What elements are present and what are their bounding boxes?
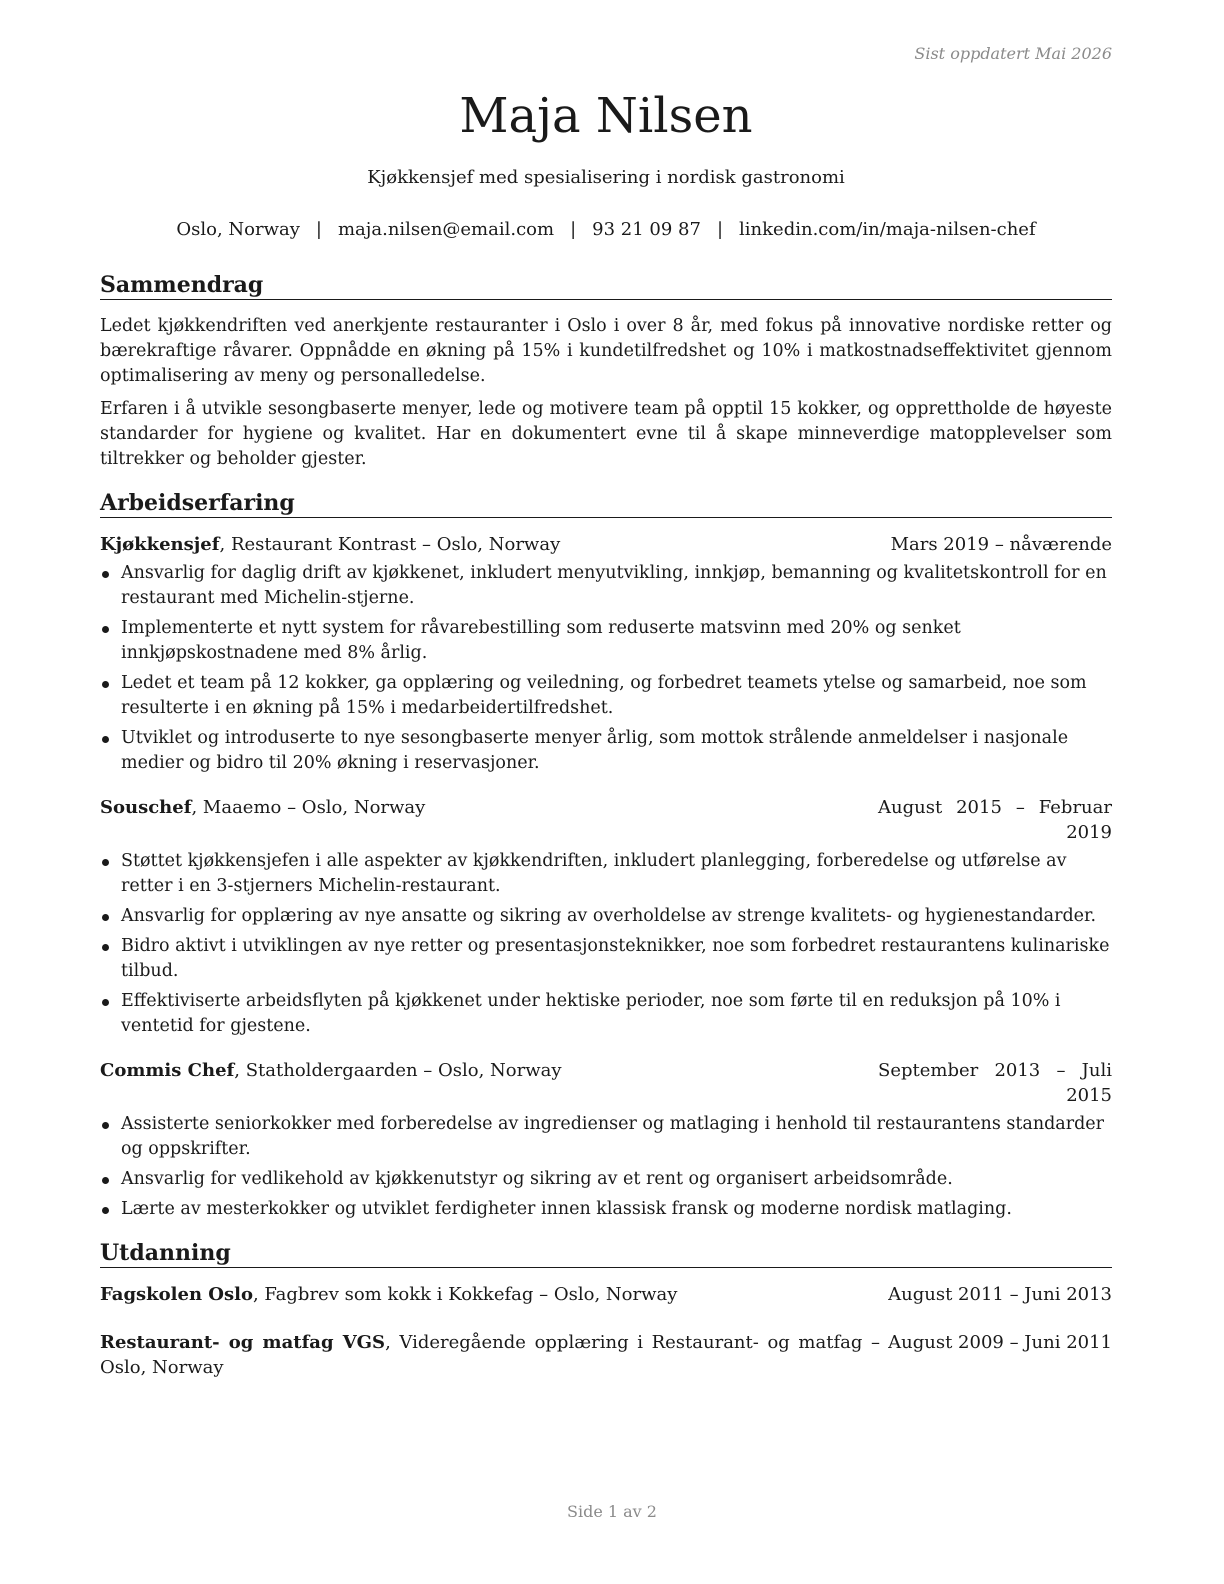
school-name: Restaurant- og matfag VGS (100, 1332, 386, 1353)
education-dates: August 2011 – Juni 2013 (888, 1284, 1112, 1305)
page-number: Side 1 av 2 (567, 1502, 657, 1521)
education-entry (100, 1330, 1112, 1380)
job-dates: September 2013 – Juli 2015 (878, 1060, 1112, 1106)
contact-linkedin[interactable]: linkedin.com/in/maja-nilsen-chef (739, 219, 1036, 240)
job-title: Commis Chef (100, 1060, 235, 1081)
job-bullets (100, 849, 1112, 1039)
summary-section (100, 271, 1112, 472)
summary-paragraph: Erfaren i å utvikle sesongbaserte menyer, lede og motivere team på opptil 15 kokker, og opprettholde de høyeste standarder for hygiene og kvalitet. Har en dokumentert evne til å skape minneverdige matopplevelser som tiltrekker og beholder gjester. (100, 399, 1112, 469)
job-employer: , Statholdergaarden – Oslo, Norway (234, 1060, 562, 1081)
tagline: Kjøkkensjef med spesialisering i nordisk gastronomi (367, 167, 845, 188)
section-heading-education: Utdanning (100, 1239, 1112, 1268)
section-heading-experience: Arbeidserfaring (100, 489, 1112, 518)
education-dates: August 2009 – Juni 2011 (888, 1332, 1112, 1353)
job-header (100, 795, 1112, 845)
job-bullets (100, 561, 1112, 776)
job-dates: Mars 2019 – nåværende (890, 534, 1112, 555)
job-bullets (100, 1112, 1112, 1222)
list-item: Ansvarlig for vedlikehold av kjøkkenutstyr og sikring av et rent og organisert arbeidsområde. (100, 1167, 1112, 1192)
contact-phone: 93 21 09 87 (592, 219, 701, 240)
job-header (100, 1058, 1112, 1108)
job-dates: August 2015 – Februar 2019 (878, 797, 1112, 843)
list-item: Støttet kjøkkensjefen i alle aspekter av kjøkkendriften, inkludert planlegging, forberedelse og utførelse av retter i en 3-stjerners Michelin-restaurant. (100, 849, 1112, 899)
contact-line (100, 219, 1112, 240)
job-entry (100, 795, 1112, 1039)
list-item: Utviklet og introduserte to nye sesongbaserte menyer årlig, som mottok strålende anmeldelser i nasjonale medier og bidro til 20% økning i reservasjoner. (100, 726, 1112, 776)
contact-location: Oslo, Norway (176, 219, 300, 240)
job-entry (100, 1058, 1112, 1222)
education-detail: , Videregående opplæring i Restaurant- og matfag – Oslo, Norway (100, 1332, 880, 1378)
school-name: Fagskolen Oslo (100, 1284, 253, 1305)
list-item: Lærte av mesterkokker og utviklet ferdigheter innen klassisk fransk og moderne nordisk matlaging. (100, 1197, 1112, 1222)
contact-separator: | (716, 219, 724, 240)
section-heading-summary: Sammendrag (100, 271, 1112, 300)
contact-separator: | (315, 219, 322, 240)
education-entry (100, 1282, 1112, 1307)
job-entry (100, 532, 1112, 776)
contact-separator: | (570, 219, 577, 240)
job-header (100, 532, 1112, 557)
job-employer: , Restaurant Kontrast – Oslo, Norway (219, 534, 561, 555)
list-item: Implementerte et nytt system for råvarebestilling som reduserte matsvinn med 20% og senket innkjøpskostnadene med 8% årlig. (100, 616, 1112, 666)
candidate-name: Maja Nilsen (459, 88, 753, 144)
education-section (100, 1239, 1112, 1380)
list-item: Effektiviserte arbeidsflyten på kjøkkenet under hektiske perioder, noe som førte til en reduksjon på 10% i ventetid for gjestene. (100, 989, 1112, 1039)
education-detail: , Fagbrev som kokk i Kokkefag – Oslo, Norway (252, 1284, 678, 1305)
list-item: Assisterte seniorkokker med forberedelse av ingredienser og matlaging i henhold til restaurantens standarder og oppskrifter. (100, 1112, 1112, 1162)
list-item: Bidro aktivt i utviklingen av nye retter og presentasjonsteknikker, noe som forbedret restaurantens kulinariske tilbud. (100, 934, 1112, 984)
list-item: Ansvarlig for daglig drift av kjøkkenet, inkludert menyutvikling, innkjøp, bemanning og kvalitetskontroll for en restaurant med Michelin-stjerne. (100, 561, 1112, 611)
job-employer: , Maaemo – Oslo, Norway (191, 797, 426, 818)
job-title: Souschef (100, 797, 192, 818)
list-item: Ledet et team på 12 kokker, ga opplæring og veiledning, og forbedret teamets ytelse og samarbeid, noe som resulterte i en økning på 15% i medarbeidertilfredshet. (100, 671, 1112, 721)
experience-section (100, 489, 1112, 1227)
last-updated: Sist oppdatert Mai 2026 (914, 44, 1112, 63)
job-title: Kjøkkensjef (100, 534, 220, 555)
summary-paragraph: Ledet kjøkkendriften ved anerkjente restauranter i Oslo i over 8 år, med fokus på innovative nordiske retter og bærekraftige råvarer. Oppnådde en økning på 15% i kundetilfredshet og 10% i matkostnadseffektivitet gjennom optimalisering av meny og personalledelse. (100, 316, 1112, 386)
list-item: Ansvarlig for opplæring av nye ansatte og sikring av overholdelse av strenge kvalitets- og hygienestandarder. (100, 904, 1112, 929)
contact-email[interactable]: maja.nilsen@email.com (337, 219, 555, 240)
